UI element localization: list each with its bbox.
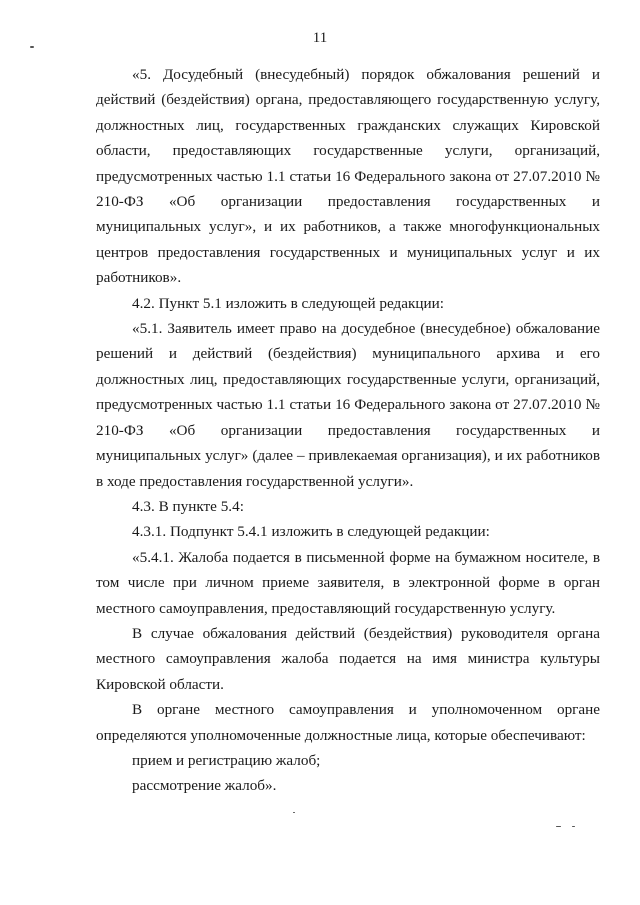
list-item-reception: прием и регистрацию жалоб; [132, 751, 321, 769]
scan-speck [30, 46, 34, 48]
paragraph-section-5-title: «5. Досудебный (внесудебный) порядок обжалования решений и действий (бездействия) органа, предоставляющего государственную услугу, должностных лиц, государственных гражданских служащих Кировской области, предоставляющих государственные услуги, организаций, предусмотренных частью 1.1 статьи 16 Федерального закона от 27.07.2010 № 210-ФЗ «Об организации предоставления государственных и муниципальных услуг», и их работников, а также многофункциональных центров предоставления государственных и муниципальных услуг и их работников». [96, 66, 600, 287]
page-number: 11 [312, 30, 328, 46]
paragraph-appeal-head: В случае обжалования действий (бездействия) руководителя органа местного самоуправления жалоба подается на имя министра культуры Кировской области. [96, 624, 600, 693]
paragraph-item-5-4-1: «5.4.1. Жалоба подается в письменной форме на бумажном носителе, в том числе при личном приеме заявителя, в электронной форме в орган местного самоуправления, предоставляющий государственную услугу. [96, 548, 600, 617]
paragraph-item-4-3: 4.3. В пункте 5.4: [132, 497, 244, 515]
list-item-consideration: рассмотрение жалоб». [132, 777, 277, 795]
scan-speck [293, 812, 295, 813]
document-body [96, 62, 600, 799]
paragraph-item-4-3-1: 4.3.1. Подпункт 5.4.1 изложить в следующей редакции: [132, 523, 490, 541]
paragraph-authorized-officials: В органе местного самоуправления и уполномоченном органе определяются уполномоченные должностные лица, которые обеспечивают: [96, 701, 600, 744]
scan-speck [572, 826, 575, 827]
paragraph-item-5-1: «5.1. Заявитель имеет право на досудебное (внесудебное) обжалование решений и действий (бездействия) муниципального архива и его должностных лиц, предоставляющих государственные услуги, организаций, предусмотренных частью 1.1 статьи 16 Федерального закона от 27.07.2010 № 210-ФЗ «Об организации предоставления государственных и муниципальных услуг» (далее – привлекаемая организация), и их работников в ходе предоставления государственной услуги». [96, 320, 600, 490]
paragraph-item-4-2: 4.2. Пункт 5.1 изложить в следующей редакции: [132, 294, 445, 312]
scan-speck [556, 826, 561, 827]
